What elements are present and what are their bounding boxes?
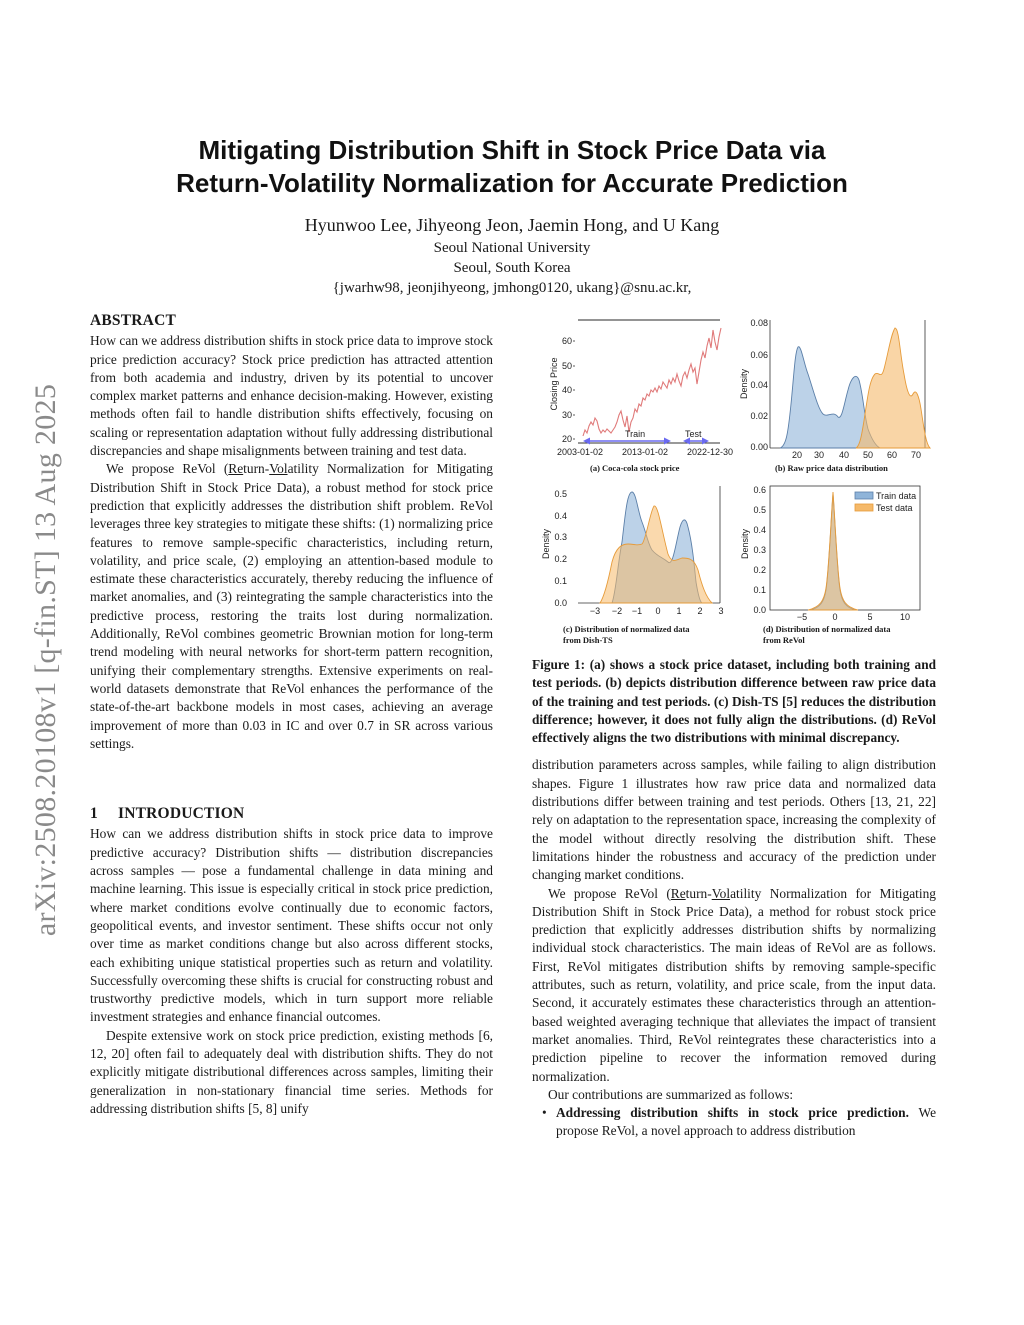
svg-text:40: 40 <box>561 385 572 395</box>
svg-text:40: 40 <box>838 450 850 460</box>
svg-text:30: 30 <box>813 450 825 460</box>
intro-paragraph-3: distribution parameters across samples, while failing to align distribution shapes. Figure 1 illustrates how raw price data and normalized data distributions differ between training and test periods. Others [13, 21, 22] rely on adaptation to the representation space, increasing the complexity of the model without directly resolving the distribution shift. These limitations hinder the robustness and accuracy of the prediction under changing market conditions. <box>532 757 936 883</box>
chart-c-dishts-distribution <box>540 482 730 617</box>
svg-text:0.1: 0.1 <box>753 585 766 595</box>
svg-text:3: 3 <box>718 606 724 616</box>
arxiv-stamp-text: arXiv:2508.20108v1 [q-fin.ST] 13 Aug 2025 <box>29 383 62 937</box>
left-column <box>90 312 493 1118</box>
chart-d-revol-distribution <box>740 480 930 620</box>
subcaption-a: (a) Coca-cola stock price <box>590 463 680 473</box>
abstract-paragraph-2: We propose ReVol (Return-Volatility Normalization for Mitigating Distribution Shift in Stock Price Data), a robust method for stock price prediction that explicitly addresses the distribution shift problem. ReVol leverages three key strategies to mitigate these shifts: (1) normalizing price features to remove sample-specific characteristics, including return, volatility, and price scale, (2) employing an attention-based module to estimate these characteristics accurately, thereby reducing the influence of market anomalies, and (3) reintegrating the sample characteristics into the predictive process, restoring the traits lost during normalization. Additionally, ReVol combines geometric Brownian motion for long-term trend modeling with neural networks for short-term pattern recognition, unifying their complementary strengths. Extensive experiments on real-world datasets demonstrate that ReVol enhances the performance of the state-of-the-art backbone models in most cases, achieving an average improvement of more than 0.03 in IC and over 0.7 in SR across various settings. <box>90 461 493 751</box>
emails: {jwarhw98, jeonjihyeong, jmhong0120, ukang}@snu.ac.kr, <box>332 280 692 296</box>
svg-text:20: 20 <box>791 450 803 460</box>
arxiv-stamp <box>26 340 66 980</box>
svg-text:0: 0 <box>655 606 661 616</box>
svg-text:0.1: 0.1 <box>554 576 567 586</box>
svg-text:0.6: 0.6 <box>753 485 766 495</box>
contribution-bullet <box>532 1104 936 1141</box>
bullet-text: We propose ReVol, a novel approach to address distribution <box>556 1105 937 1139</box>
right-column <box>532 656 936 1141</box>
svg-text:Closing Price: Closing Price <box>549 357 559 411</box>
svg-text:50: 50 <box>561 361 572 371</box>
legend-test: Test data <box>876 503 913 513</box>
location: Seoul, South Korea <box>453 260 571 276</box>
svg-text:Density: Density <box>740 528 750 560</box>
train-annotation: Train <box>625 429 646 439</box>
authors: Hyunwoo Lee, Jihyeong Jeon, Jaemin Hong, and U Kang <box>304 215 720 235</box>
svg-text:50: 50 <box>862 450 874 460</box>
svg-text:0.5: 0.5 <box>554 489 567 499</box>
svg-text:0.00: 0.00 <box>750 442 768 452</box>
bullet-title: Addressing distribution shifts in stock price prediction. <box>556 1105 909 1121</box>
paper-title <box>100 134 924 200</box>
svg-text:0.02: 0.02 <box>750 411 768 421</box>
chart-legend <box>855 491 916 513</box>
bullet-dot-icon: • <box>542 1105 547 1121</box>
svg-text:0.04: 0.04 <box>750 380 768 390</box>
svg-text:Density: Density <box>541 528 551 560</box>
title-line-2: Return-Volatility Normalization for Accurate Prediction <box>176 168 848 198</box>
svg-text:1: 1 <box>676 606 682 616</box>
subcaption-d: (d) Distribution of normalized data from ReVol <box>763 624 891 645</box>
chart-a-stock-price <box>545 312 735 462</box>
intro-paragraph-4: We propose ReVol (Return-Volatility Normalization for Mitigating Distribution Shift in Stock Price Data), a method for robust stock price prediction that explicitly addresses distribution shifts by normalizing individual stock characteristics. The main ideas of ReVol are as follows. First, ReVol mitigates distribution shifts by removing sample-specific attributes, such as return, volatility, and price scale, from the input data. Second, it accurately estimates these characteristics through an attention-based weighted averaging technique that alleviates the impact of transient market anomalies. Third, ReVol reintegrates these characteristics into a prediction pipeline to recover the information removed during normalization. <box>532 885 936 1084</box>
svg-text:0.3: 0.3 <box>753 545 766 555</box>
title-line-1: Mitigating Distribution Shift in Stock Price Data via <box>198 135 826 165</box>
svg-text:5: 5 <box>867 612 873 622</box>
section-title: INTRODUCTION <box>118 805 245 823</box>
svg-text:2022-12-30: 2022-12-30 <box>686 447 734 457</box>
intro-paragraph-5: Our contributions are summarized as follows: <box>548 1086 794 1102</box>
svg-text:0.2: 0.2 <box>753 565 766 575</box>
intro-paragraph-1: How can we address distribution shifts in stock price data to improve predictive accuracy? Distribution shifts — distribution discrepancies across samples — pose a fundamental challenge in data mining and machine learning. This issue is especially critical in stock price prediction, where market conditions evolve continually due to economic factors, geopolitical events, and investor sentiment. These shifts occur not only over time as market conditions change but also across different stocks, each exhibiting unique statistical properties such as return and volatility. Successfully overcoming these shifts is crucial for constructing robust and trustworthy predictive models, which in turn support more reliable investment strategies and enhance financial outcomes. <box>90 826 493 1025</box>
svg-text:0.2: 0.2 <box>554 554 567 564</box>
svg-text:0.5: 0.5 <box>753 505 766 515</box>
abstract-paragraph-1: How can we address distribution shifts in stock price data to improve stock price prediction accuracy? Stock price prediction has attracted attention from both academia and industry, driven by its potential to uncover complex market patterns and enhance decision-making. However, existing methods often fail to handle distribution shifts effectively, focusing on scaling or representation adaptation without fully addressing distributional discrepancies and shape misalignments between training and test data. <box>90 333 493 459</box>
svg-text:2: 2 <box>697 606 703 616</box>
svg-text:Density: Density <box>739 368 749 400</box>
svg-text:−2: −2 <box>611 606 623 616</box>
svg-text:60: 60 <box>561 336 572 346</box>
svg-text:30: 30 <box>561 410 572 420</box>
svg-text:2003-01-02: 2003-01-02 <box>556 447 604 457</box>
introduction-heading <box>90 805 493 823</box>
svg-text:10: 10 <box>899 612 911 622</box>
svg-text:−5: −5 <box>796 612 808 622</box>
chart-b-raw-distribution <box>738 314 933 459</box>
subcaption-b: (b) Raw price data distribution <box>775 463 888 473</box>
svg-text:0: 0 <box>832 612 838 622</box>
svg-text:0.06: 0.06 <box>750 350 768 360</box>
svg-text:20: 20 <box>561 434 572 444</box>
svg-text:70: 70 <box>910 450 922 460</box>
svg-text:0.0: 0.0 <box>753 605 766 615</box>
figure-caption: Figure 1: (a) shows a stock price dataset, including both training and test periods. (b) depicts distribution difference between raw price data of the training and test periods. (c) Dish-TS [5] reduces the distribution difference; however, it does not fully align the distributions. (d) ReVol effectively aligns the two distributions with minimal discrepancy. <box>532 657 936 746</box>
section-number: 1 <box>90 805 98 823</box>
svg-text:0.0: 0.0 <box>554 598 567 608</box>
svg-text:0.4: 0.4 <box>554 511 567 521</box>
subcaption-c: (c) Distribution of normalized data from Dish-TS <box>563 624 690 645</box>
svg-text:0.4: 0.4 <box>753 525 766 535</box>
abstract-heading: ABSTRACT <box>90 312 177 329</box>
test-annotation: Test <box>685 429 702 439</box>
affiliation: Seoul National University <box>433 240 591 256</box>
svg-text:60: 60 <box>886 450 898 460</box>
svg-text:0.08: 0.08 <box>750 318 768 328</box>
svg-text:0.3: 0.3 <box>554 532 567 542</box>
svg-text:2013-01-02: 2013-01-02 <box>621 447 669 457</box>
intro-paragraph-2: Despite extensive work on stock price prediction, existing methods [6, 12, 20] often fail to adequately deal with distribution shifts. They do not explicitly mitigate distributional differences across samples, limiting their generalization in non-stationary financial time series. Methods for addressing distribution shifts [5, 8] unify <box>90 1027 493 1116</box>
legend-train: Train data <box>876 491 917 501</box>
svg-text:−1: −1 <box>631 606 643 616</box>
svg-text:−3: −3 <box>589 606 601 616</box>
